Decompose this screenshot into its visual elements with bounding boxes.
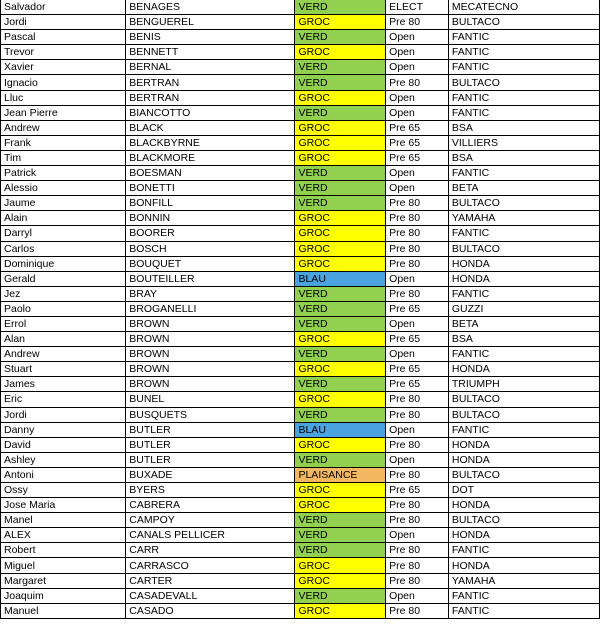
class-cell: Pre 65 (386, 377, 449, 392)
make-cell: BULTACO (448, 75, 599, 90)
last-name-cell: BROWN (126, 332, 295, 347)
last-name-cell: BENIS (126, 30, 295, 45)
table-row (1, 150, 600, 165)
class-cell: Pre 65 (386, 332, 449, 347)
make-cell: MECATECNO (448, 0, 599, 15)
last-name-cell: BUTLER (126, 437, 295, 452)
category-cell: VERD (295, 30, 386, 45)
first-name-cell: Lluc (1, 90, 126, 105)
class-cell: Pre 80 (386, 286, 449, 301)
table-row (1, 90, 600, 105)
category-cell: GROC (295, 332, 386, 347)
category-cell: GROC (295, 603, 386, 618)
category-cell: VERD (295, 60, 386, 75)
table-row (1, 75, 600, 90)
table-row (1, 226, 600, 241)
class-cell: Pre 80 (386, 407, 449, 422)
category-cell: GROC (295, 498, 386, 513)
last-name-cell: BUTLER (126, 422, 295, 437)
class-cell: Open (386, 528, 449, 543)
make-cell: FANTIC (448, 90, 599, 105)
make-cell: BULTACO (448, 467, 599, 482)
table-row (1, 316, 600, 331)
first-name-cell: Manuel (1, 603, 126, 618)
make-cell: BULTACO (448, 196, 599, 211)
last-name-cell: BONFILL (126, 196, 295, 211)
class-cell: Open (386, 45, 449, 60)
table-row (1, 528, 600, 543)
class-cell: Pre 65 (386, 150, 449, 165)
make-cell: HONDA (448, 271, 599, 286)
last-name-cell: BOUTEILLER (126, 271, 295, 286)
category-cell: VERD (295, 377, 386, 392)
last-name-cell: BOUQUET (126, 256, 295, 271)
first-name-cell: Margaret (1, 573, 126, 588)
category-cell: VERD (295, 0, 386, 15)
entry-list-body (1, 0, 600, 618)
category-cell: GROC (295, 90, 386, 105)
category-cell: GROC (295, 226, 386, 241)
table-row (1, 301, 600, 316)
first-name-cell: Stuart (1, 362, 126, 377)
last-name-cell: BROWN (126, 316, 295, 331)
table-row (1, 0, 600, 15)
first-name-cell: Ashley (1, 452, 126, 467)
table-row (1, 45, 600, 60)
first-name-cell: Frank (1, 135, 126, 150)
table-row (1, 498, 600, 513)
make-cell: BULTACO (448, 15, 599, 30)
first-name-cell: Errol (1, 316, 126, 331)
category-cell: VERD (295, 513, 386, 528)
table-row (1, 211, 600, 226)
first-name-cell: Patrick (1, 166, 126, 181)
class-cell: Open (386, 166, 449, 181)
first-name-cell: Alain (1, 211, 126, 226)
last-name-cell: CARTER (126, 573, 295, 588)
first-name-cell: Dominique (1, 256, 126, 271)
category-cell: VERD (295, 347, 386, 362)
first-name-cell: Alessio (1, 181, 126, 196)
make-cell: BSA (448, 120, 599, 135)
make-cell: FANTIC (448, 226, 599, 241)
first-name-cell: Joaquim (1, 588, 126, 603)
category-cell: VERD (295, 286, 386, 301)
first-name-cell: Miguel (1, 558, 126, 573)
table-row (1, 407, 600, 422)
category-cell: VERD (295, 181, 386, 196)
last-name-cell: BIANCOTTO (126, 105, 295, 120)
category-cell: VERD (295, 407, 386, 422)
category-cell: GROC (295, 15, 386, 30)
table-row (1, 543, 600, 558)
table-row (1, 483, 600, 498)
class-cell: Open (386, 105, 449, 120)
make-cell: FANTIC (448, 588, 599, 603)
category-cell: GROC (295, 45, 386, 60)
table-row (1, 513, 600, 528)
last-name-cell: BROWN (126, 362, 295, 377)
category-cell: PLAISANCE (295, 467, 386, 482)
last-name-cell: BLACK (126, 120, 295, 135)
make-cell: FANTIC (448, 30, 599, 45)
class-cell: Open (386, 271, 449, 286)
table-row (1, 437, 600, 452)
class-cell: Pre 80 (386, 392, 449, 407)
category-cell: VERD (295, 452, 386, 467)
class-cell: Pre 80 (386, 467, 449, 482)
last-name-cell: CASADEVALL (126, 588, 295, 603)
table-row (1, 196, 600, 211)
table-row (1, 286, 600, 301)
category-cell: VERD (295, 196, 386, 211)
last-name-cell: BLACKMORE (126, 150, 295, 165)
class-cell: Pre 80 (386, 543, 449, 558)
table-row (1, 377, 600, 392)
class-cell: Pre 80 (386, 603, 449, 618)
make-cell: HONDA (448, 362, 599, 377)
make-cell: FANTIC (448, 45, 599, 60)
class-cell: Pre 80 (386, 498, 449, 513)
first-name-cell: Tim (1, 150, 126, 165)
last-name-cell: BLACKBYRNE (126, 135, 295, 150)
last-name-cell: BONNIN (126, 211, 295, 226)
last-name-cell: BOESMAN (126, 166, 295, 181)
class-cell: Pre 80 (386, 573, 449, 588)
last-name-cell: BOORER (126, 226, 295, 241)
first-name-cell: Jaume (1, 196, 126, 211)
category-cell: GROC (295, 135, 386, 150)
class-cell: ELECT (386, 0, 449, 15)
class-cell: Open (386, 452, 449, 467)
first-name-cell: Ossy (1, 483, 126, 498)
class-cell: Pre 80 (386, 558, 449, 573)
first-name-cell: Gerald (1, 271, 126, 286)
table-row (1, 15, 600, 30)
class-cell: Pre 80 (386, 437, 449, 452)
first-name-cell: Andrew (1, 347, 126, 362)
make-cell: TRIUMPH (448, 377, 599, 392)
make-cell: HONDA (448, 452, 599, 467)
first-name-cell: Paolo (1, 301, 126, 316)
first-name-cell: Ignacio (1, 75, 126, 90)
make-cell: HONDA (448, 528, 599, 543)
table-row (1, 558, 600, 573)
class-cell: Open (386, 181, 449, 196)
first-name-cell: Pascal (1, 30, 126, 45)
last-name-cell: BUXADE (126, 467, 295, 482)
class-cell: Pre 80 (386, 196, 449, 211)
table-row (1, 256, 600, 271)
last-name-cell: BUSQUETS (126, 407, 295, 422)
category-cell: VERD (295, 528, 386, 543)
table-row (1, 181, 600, 196)
last-name-cell: BERNAL (126, 60, 295, 75)
make-cell: BULTACO (448, 241, 599, 256)
table-row (1, 120, 600, 135)
last-name-cell: BENAGES (126, 0, 295, 15)
category-cell: BLAU (295, 422, 386, 437)
last-name-cell: BENNETT (126, 45, 295, 60)
first-name-cell: Darryl (1, 226, 126, 241)
category-cell: GROC (295, 392, 386, 407)
class-cell: Open (386, 60, 449, 75)
category-cell: VERD (295, 301, 386, 316)
make-cell: DOT (448, 483, 599, 498)
last-name-cell: BROGANELLI (126, 301, 295, 316)
make-cell: FANTIC (448, 347, 599, 362)
first-name-cell: James (1, 377, 126, 392)
table-row (1, 362, 600, 377)
first-name-cell: Manel (1, 513, 126, 528)
make-cell: HONDA (448, 437, 599, 452)
make-cell: BULTACO (448, 392, 599, 407)
category-cell: GROC (295, 573, 386, 588)
make-cell: BULTACO (448, 407, 599, 422)
class-cell: Open (386, 30, 449, 45)
make-cell: YAMAHA (448, 211, 599, 226)
first-name-cell: Danny (1, 422, 126, 437)
category-cell: GROC (295, 483, 386, 498)
table-row (1, 105, 600, 120)
category-cell: VERD (295, 105, 386, 120)
class-cell: Open (386, 347, 449, 362)
table-row (1, 392, 600, 407)
class-cell: Open (386, 422, 449, 437)
category-cell: BLAU (295, 271, 386, 286)
class-cell: Open (386, 316, 449, 331)
last-name-cell: BERTRAN (126, 90, 295, 105)
last-name-cell: BYERS (126, 483, 295, 498)
make-cell: HONDA (448, 558, 599, 573)
make-cell: GUZZI (448, 301, 599, 316)
class-cell: Pre 80 (386, 226, 449, 241)
make-cell: FANTIC (448, 60, 599, 75)
category-cell: GROC (295, 558, 386, 573)
last-name-cell: BRAY (126, 286, 295, 301)
last-name-cell: BONETTI (126, 181, 295, 196)
make-cell: FANTIC (448, 543, 599, 558)
make-cell: FANTIC (448, 105, 599, 120)
class-cell: Pre 80 (386, 241, 449, 256)
category-cell: VERD (295, 588, 386, 603)
make-cell: FANTIC (448, 166, 599, 181)
last-name-cell: BROWN (126, 347, 295, 362)
first-name-cell: Salvador (1, 0, 126, 15)
table-row (1, 271, 600, 286)
category-cell: GROC (295, 437, 386, 452)
class-cell: Pre 65 (386, 301, 449, 316)
last-name-cell: BOSCH (126, 241, 295, 256)
last-name-cell: CASADO (126, 603, 295, 618)
first-name-cell: Jordi (1, 15, 126, 30)
table-row (1, 603, 600, 618)
category-cell: GROC (295, 150, 386, 165)
first-name-cell: David (1, 437, 126, 452)
make-cell: FANTIC (448, 286, 599, 301)
make-cell: BETA (448, 181, 599, 196)
first-name-cell: Andrew (1, 120, 126, 135)
class-cell: Pre 65 (386, 483, 449, 498)
table-row (1, 452, 600, 467)
table-row (1, 135, 600, 150)
category-cell: GROC (295, 241, 386, 256)
first-name-cell: Alan (1, 332, 126, 347)
first-name-cell: Jose Maria (1, 498, 126, 513)
table-row (1, 588, 600, 603)
category-cell: VERD (295, 75, 386, 90)
category-cell: VERD (295, 543, 386, 558)
class-cell: Pre 65 (386, 120, 449, 135)
last-name-cell: CABRERA (126, 498, 295, 513)
table-row (1, 332, 600, 347)
class-cell: Pre 80 (386, 15, 449, 30)
class-cell: Pre 80 (386, 256, 449, 271)
class-cell: Pre 80 (386, 211, 449, 226)
make-cell: FANTIC (448, 603, 599, 618)
first-name-cell: Jez (1, 286, 126, 301)
table-row (1, 60, 600, 75)
last-name-cell: BUTLER (126, 452, 295, 467)
class-cell: Open (386, 90, 449, 105)
first-name-cell: Carlos (1, 241, 126, 256)
last-name-cell: CANALS PELLICER (126, 528, 295, 543)
table-row (1, 241, 600, 256)
last-name-cell: BERTRAN (126, 75, 295, 90)
last-name-cell: BROWN (126, 377, 295, 392)
make-cell: VILLIERS (448, 135, 599, 150)
class-cell: Pre 65 (386, 135, 449, 150)
table-row (1, 573, 600, 588)
make-cell: FANTIC (448, 422, 599, 437)
table-row (1, 347, 600, 362)
first-name-cell: Xavier (1, 60, 126, 75)
category-cell: GROC (295, 211, 386, 226)
first-name-cell: Jean Pierre (1, 105, 126, 120)
category-cell: VERD (295, 166, 386, 181)
table-row (1, 30, 600, 45)
first-name-cell: ALEX (1, 528, 126, 543)
first-name-cell: Antoni (1, 467, 126, 482)
make-cell: BULTACO (448, 513, 599, 528)
class-cell: Pre 80 (386, 513, 449, 528)
make-cell: BSA (448, 332, 599, 347)
category-cell: GROC (295, 120, 386, 135)
make-cell: BETA (448, 316, 599, 331)
last-name-cell: CAMPOY (126, 513, 295, 528)
last-name-cell: BENGUEREL (126, 15, 295, 30)
make-cell: HONDA (448, 498, 599, 513)
make-cell: HONDA (448, 256, 599, 271)
first-name-cell: Jordi (1, 407, 126, 422)
table-row (1, 422, 600, 437)
first-name-cell: Trevor (1, 45, 126, 60)
table-row (1, 166, 600, 181)
category-cell: VERD (295, 316, 386, 331)
class-cell: Pre 80 (386, 75, 449, 90)
last-name-cell: BUNEL (126, 392, 295, 407)
class-cell: Pre 65 (386, 362, 449, 377)
last-name-cell: CARRASCO (126, 558, 295, 573)
table-row (1, 467, 600, 482)
category-cell: GROC (295, 362, 386, 377)
first-name-cell: Robert (1, 543, 126, 558)
last-name-cell: CARR (126, 543, 295, 558)
make-cell: YAMAHA (448, 573, 599, 588)
category-cell: GROC (295, 256, 386, 271)
class-cell: Open (386, 588, 449, 603)
first-name-cell: Eric (1, 392, 126, 407)
make-cell: BSA (448, 150, 599, 165)
